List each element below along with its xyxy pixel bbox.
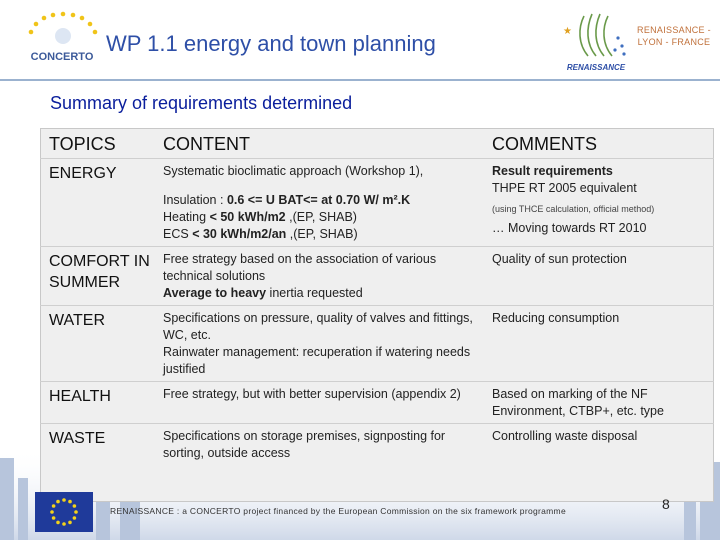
ecs-unit: ,(EP, SHAB) xyxy=(286,227,358,241)
comment-text: … Moving towards RT 2010 xyxy=(492,221,647,235)
comment-heading: Result requirements xyxy=(492,164,613,178)
comment-cell xyxy=(483,159,714,247)
ecs-value: < 30 kWh/m2/an xyxy=(192,227,287,241)
content-text: Systematic bioclimatic approach (Workshop 1), xyxy=(163,164,424,178)
svg-text:RENAISSANCE: RENAISSANCE xyxy=(566,63,626,72)
comment-cell: Controlling waste disposal xyxy=(492,429,638,443)
content-text: Specifications on pressure, quality of valves and fittings, WC, etc. xyxy=(163,311,473,342)
heating-value: < 50 kWh/m2 xyxy=(209,210,286,224)
topic-cell: WASTE xyxy=(49,430,106,447)
topic-cell: WATER xyxy=(49,312,105,329)
slide-header xyxy=(0,0,720,80)
content-cell xyxy=(154,159,483,247)
insulation-label: Insulation : xyxy=(163,193,227,207)
topic-cell: HEALTH xyxy=(49,388,111,405)
organization-label: RENAISSANCE - LYON - FRANCE xyxy=(637,25,711,47)
header-topics: TOPICS xyxy=(49,134,116,154)
heating-label: Heating xyxy=(163,210,210,224)
concerto-logo xyxy=(22,10,104,66)
content-cell: Specifications on storage premises, signposting for sorting, outside access xyxy=(163,429,446,460)
table-row-energy xyxy=(40,159,714,247)
eu-flag-icon xyxy=(35,492,93,532)
content-text: Rainwater management: recuperation if watering needs justified xyxy=(163,345,471,376)
content-text: inertia requested xyxy=(266,286,363,300)
comment-text: THPE RT 2005 equivalent xyxy=(492,181,637,195)
table-row-comfort xyxy=(40,247,714,306)
comment-cell: Reducing consumption xyxy=(492,311,620,325)
content-cell: Free strategy, but with better supervision (appendix 2) xyxy=(163,387,461,401)
content-text: Free strategy based on the association of various technical solutions xyxy=(163,252,437,283)
requirements-table xyxy=(40,128,714,465)
comment-cell: Quality of sun protection xyxy=(492,252,627,266)
comment-cell: Based on marking of the NF Environment, CTBP+, etc. type xyxy=(492,387,664,418)
page-number: 8 xyxy=(662,496,670,512)
header-divider xyxy=(0,79,720,81)
header-comments: COMMENTS xyxy=(492,134,597,154)
svg-text:★: ★ xyxy=(563,26,572,37)
insulation-value: 0.6 <= U BAT<= at 0.70 W/ m².K xyxy=(226,193,411,207)
topic-cell: COMFORT IN SUMMER xyxy=(49,253,150,291)
header-content: CONTENT xyxy=(163,134,250,154)
heating-unit: ,(EP, SHAB) xyxy=(285,210,357,224)
comment-note: (using THCE calculation, official method) xyxy=(492,204,655,214)
content-cell xyxy=(154,306,483,382)
topic-cell: ENERGY xyxy=(49,165,117,182)
table-row-waste xyxy=(40,424,714,466)
renaissance-logo xyxy=(560,8,632,74)
slide-title: WP 1.1 energy and town planning xyxy=(106,31,436,56)
svg-text:CONCERTO: CONCERTO xyxy=(30,51,94,63)
table-row-health xyxy=(40,382,714,424)
content-cell xyxy=(154,247,483,306)
table-row-water xyxy=(40,306,714,382)
footer-note: RENAISSANCE : a CONCERTO project financed by the European Commission on the six framework programme xyxy=(110,506,566,516)
slide-subtitle: Summary of requirements determined xyxy=(50,93,353,113)
content-emphasis: Average to heavy xyxy=(163,286,267,300)
ecs-label: ECS xyxy=(163,227,193,241)
table-header-row xyxy=(40,128,714,159)
